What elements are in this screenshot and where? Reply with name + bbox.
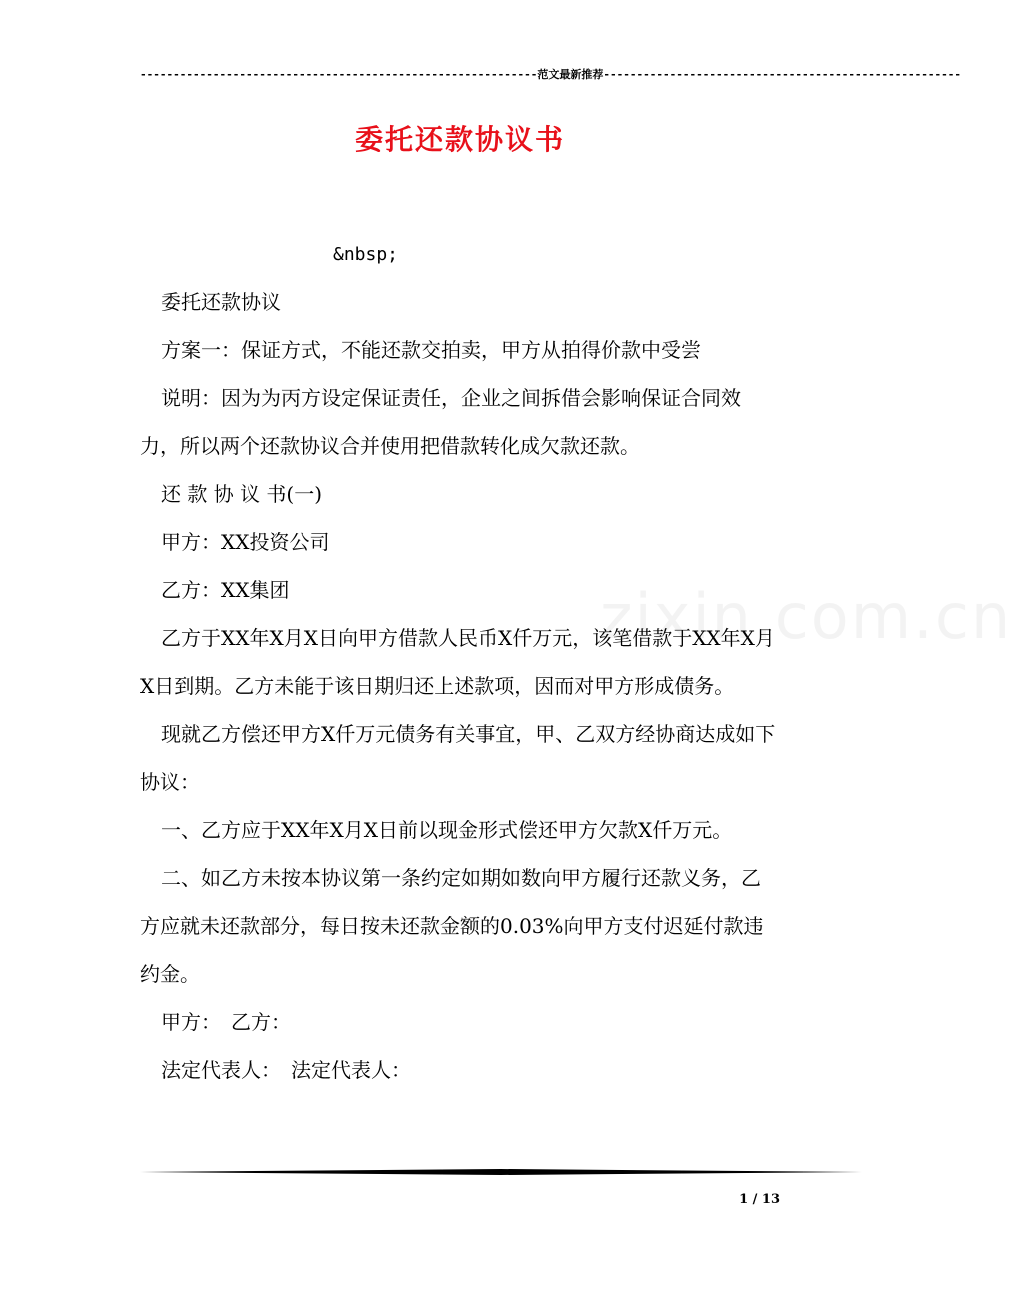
header-banner <box>140 68 961 82</box>
nbsp-text: &nbsp; <box>333 244 399 265</box>
footer-rule <box>140 1169 862 1175</box>
paragraph: 现就乙方偿还甲方X仟万元债务有关事宜，甲、乙双方经协商达成如下协议： <box>140 722 776 794</box>
document-body <box>140 278 780 1094</box>
paragraph: 乙方于XX年X月X日向甲方借款人民币X仟万元，该笔借款于XX年X月X日到期。乙方未能于该日期归还上述款项，因而对甲方形成债务。 <box>140 626 775 698</box>
paragraph: 法定代表人： 法定代表人： <box>161 1058 411 1082</box>
header-dashes-right: ------------------------------------------------------ <box>603 68 961 81</box>
page-indicator: 1 / 13 <box>739 1192 780 1207</box>
paragraph: 甲方：XX投资公司 <box>161 530 330 554</box>
paragraph: 方案一：保证方式，不能还款交拍卖，甲方从拍得价款中受尝 <box>161 338 701 362</box>
paragraph-heading: 还 款 协 议 书(一) <box>161 482 323 506</box>
header-dashes-left: ------------------------------------------------------------ <box>140 68 538 81</box>
paragraph: 一、乙方应于XX年X月X日前以现金形式偿还甲方欠款X仟万元。 <box>161 818 733 842</box>
paragraph: 乙方：XX集团 <box>161 578 290 602</box>
paragraph: 说明：因为为丙方设定保证责任，企业之间拆借会影响保证合同效力，所以两个还款协议合并使用把借款转化成欠款还款。 <box>140 386 741 458</box>
document-title: 委托还款协议书 <box>354 123 565 156</box>
paragraph: 委托还款协议 <box>161 290 281 314</box>
paragraph: 甲方： 乙方： <box>161 1010 291 1034</box>
header-label: 范文最新推荐 <box>537 68 604 81</box>
paragraph: 二、如乙方未按本协议第一条约定如期如数向甲方履行还款义务，乙方应就未还款部分，每日按未还款金额的0.03%向甲方支付迟延付款违约金。 <box>140 866 764 986</box>
